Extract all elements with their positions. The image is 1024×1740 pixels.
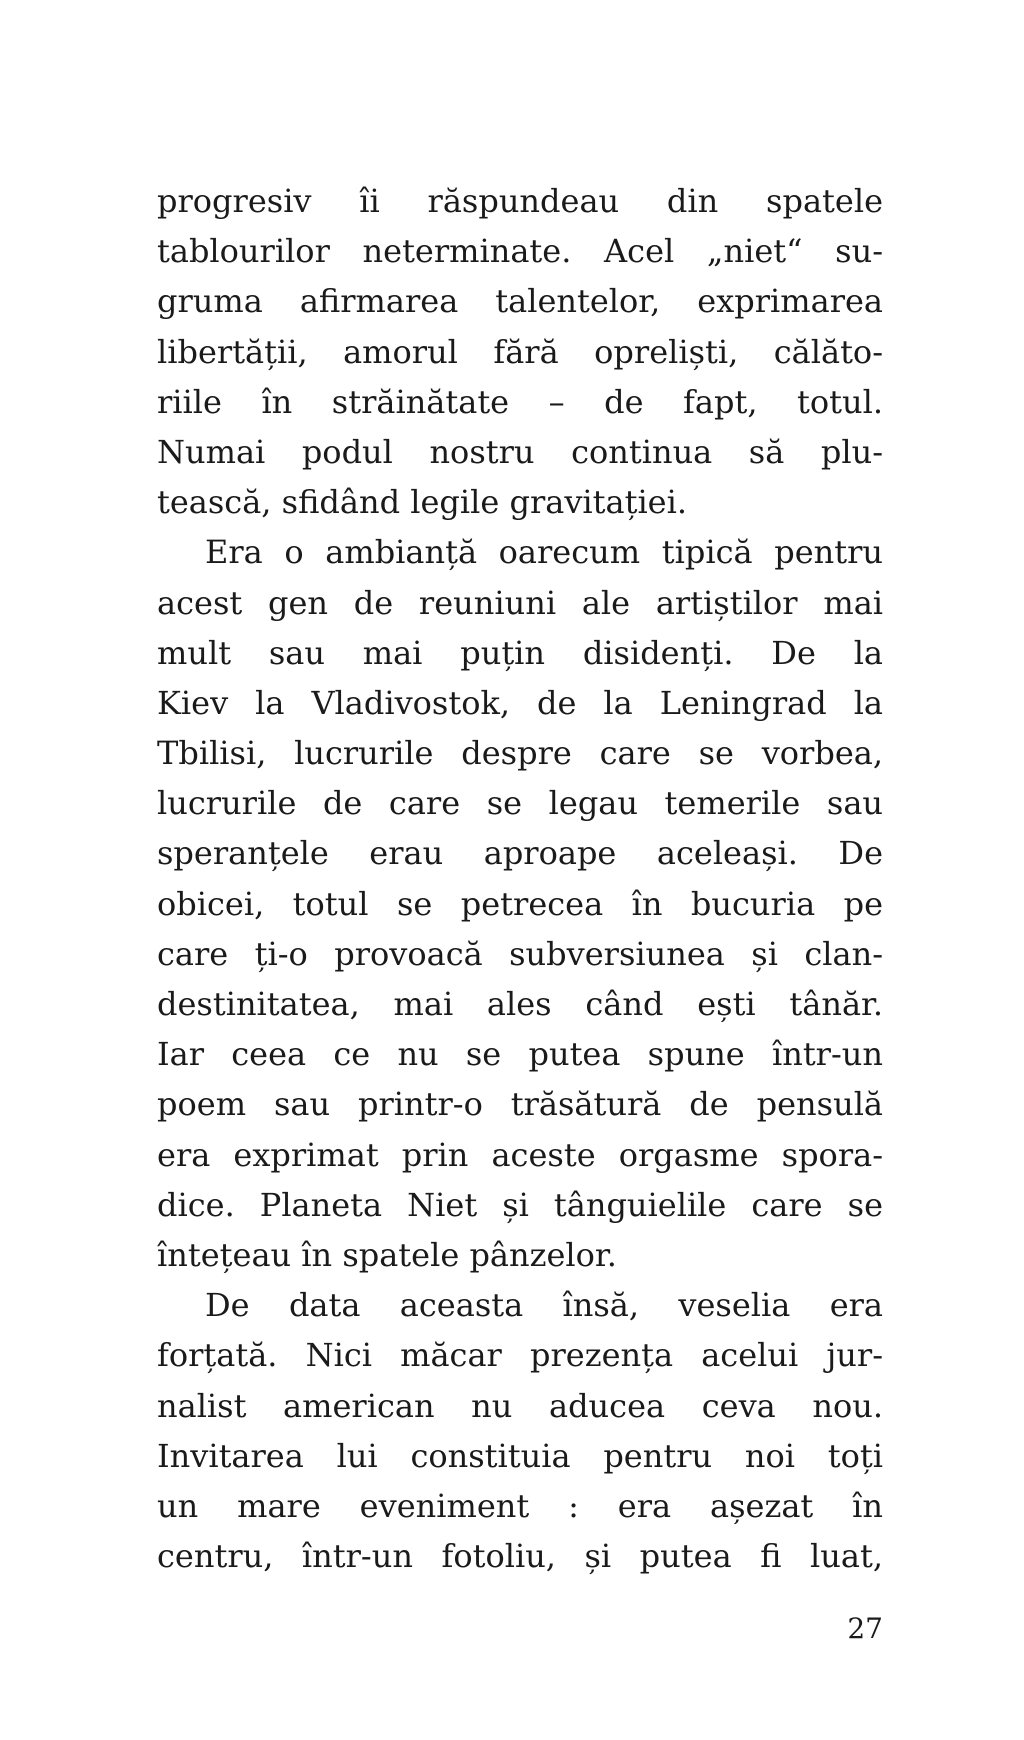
text-line: destinitatea, mai ales când ești tânăr.	[157, 985, 883, 1023]
text-line: Kiev la Vladivostok, de la Leningrad la	[157, 683, 883, 722]
text-line: mult sau mai puțin disidenți. De la	[157, 633, 883, 672]
text-line: centru, într-un fotoliu, și putea fi luat,	[157, 1537, 883, 1576]
text-line: libertății, amorul fără opreliști, călăto-	[157, 332, 883, 371]
text-line: acest gen de reuniuni ale artiștilor mai	[157, 583, 883, 622]
text-line: lucrurile de care se legau temerile sau	[157, 784, 883, 823]
text-line: speranțele erau aproape aceleași. De	[157, 834, 883, 873]
paragraph	[157, 527, 883, 1280]
text-line: poem sau printr-o trăsătură de pensulă	[157, 1085, 883, 1124]
text-line: riile în străinătate – de fapt, totul.	[157, 382, 883, 421]
text-line: Invitarea lui constituia pentru noi toți	[157, 1436, 883, 1475]
text-line: Tbilisi, lucrurile despre care se vorbea,	[157, 734, 883, 773]
text-line: nalist american nu aducea ceva nou.	[157, 1386, 883, 1425]
paragraph	[157, 1280, 883, 1581]
text-line: era exprimat prin aceste orgasme spora-	[157, 1135, 883, 1174]
text-line: forțată. Nici măcar prezența acelui jur-	[157, 1336, 883, 1375]
text-line: obicei, totul se petrecea în bucuria pe	[157, 884, 883, 923]
text-line: tească, sfidând legile gravitației.	[157, 483, 688, 522]
text-line: Era o ambianță oarecum tipică pentru	[205, 533, 883, 572]
text-line: progresiv îi răspundeau din spatele	[157, 182, 883, 220]
text-line: un mare eveniment : era așezat în	[157, 1486, 883, 1525]
text-line: Iar ceea ce nu se putea spune într-un	[157, 1035, 883, 1074]
text-line: întețeau în spatele pânzelor.	[157, 1235, 617, 1274]
text-line: dice. Planeta Niet și tânguielile care se	[157, 1185, 883, 1224]
text-line: Numai podul nostru continua să plu-	[157, 432, 883, 471]
text-line: De data aceasta însă, veselia era	[205, 1286, 883, 1325]
text-line: tablourilor neterminate. Acel „niet“ su-	[157, 232, 883, 271]
text-line: care ți-o provoacă subversiunea și clan-	[157, 934, 883, 973]
body-text	[157, 176, 883, 1581]
text-line: gruma afirmarea talentelor, exprimarea	[157, 282, 883, 321]
page-number: 27	[847, 1612, 883, 1645]
paragraph	[157, 176, 883, 527]
